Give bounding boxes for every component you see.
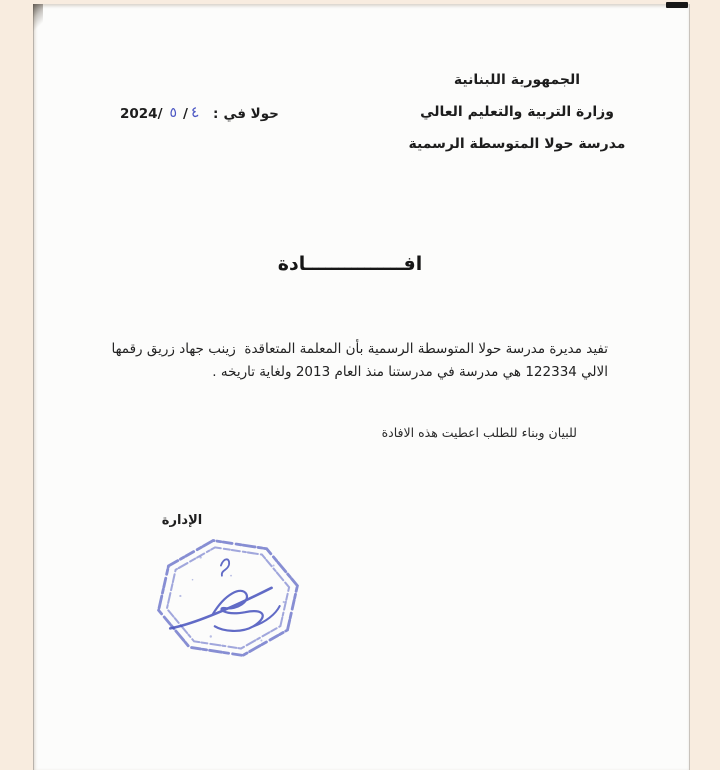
stamp-graphic [152,535,304,665]
date-line [120,102,279,123]
handwritten-month: ٥ [169,105,178,121]
stamp-octagon-outer [159,541,298,656]
header-line-ministry: وزارة التربية والتعليم العالي [420,104,614,120]
date-separator: / [183,106,188,122]
signature-scribble [170,559,279,631]
date-colon: : [213,106,219,122]
administration-label: الإدارة [161,513,203,528]
closing-statement: للبيان وبناء للطلب اعطيت هذه الافادة [381,425,577,440]
certificate-body: تفيد مديرة مدرسة حولا المتوسطة الرسمية بأن المعلمة المتعاقدة زينب جهاد زريق رقمها الالي 122334 هي مدرسة في مدرستنا منذ العام 2013 ولغاية تاريخه . [107,341,608,380]
official-stamp [152,535,304,665]
scan-artifact-dash [666,2,688,8]
stamp-octagon-inner [167,547,289,648]
header-line-school: مدرسة حولا المتوسطة الرسمية [408,136,626,152]
stamp-ink-speckles [179,556,285,641]
page-corner-shadow [33,4,43,32]
date-year: 2024/ [120,106,163,122]
handwritten-day: ٤ [189,102,201,122]
ministry-header [398,72,636,168]
date-place-label: حولا في [223,106,279,122]
certificate-title: افـــــــــــــــادة [277,253,423,275]
header-line-republic: الجمهورية اللبنانية [453,72,581,88]
